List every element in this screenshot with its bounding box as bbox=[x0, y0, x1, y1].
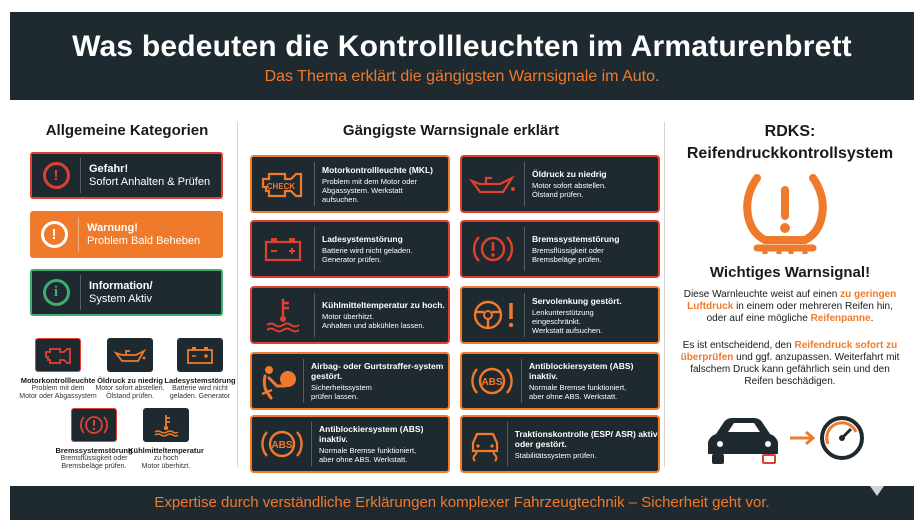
category-text: Sofort Anhalten & Prüfen bbox=[89, 175, 211, 188]
mini-line: Bremsbeläge prüfen. bbox=[61, 463, 127, 470]
arrow-right-icon bbox=[790, 432, 813, 444]
category-title: Information/ bbox=[89, 279, 153, 292]
category-title: Warnung! bbox=[87, 221, 138, 234]
warning-card-text: aber ohne ABS. Werkstatt. bbox=[529, 392, 618, 401]
category-information bbox=[30, 269, 223, 316]
mini-line: Ölstand prüfen. bbox=[106, 393, 154, 400]
left-column-title: Allgemeine Kategorien bbox=[45, 122, 209, 139]
warning-card-text: aber ohne ABS. Werkstatt. bbox=[319, 455, 408, 464]
warning-card-text: Motor überhitzt. bbox=[322, 312, 375, 321]
warning-card bbox=[460, 352, 660, 410]
rdks-title-line: Reifendruckkontrollsystem bbox=[686, 145, 894, 162]
text-segment: in einem oder mehreren Reifen hin, oder auf eine mögliche bbox=[706, 301, 893, 324]
warning-card bbox=[460, 286, 660, 344]
text-segment: Diese Warnleuchte weist auf einen bbox=[683, 289, 838, 300]
oil-can-icon bbox=[462, 157, 524, 211]
mini-item-battery bbox=[152, 338, 248, 401]
warning-card bbox=[250, 415, 450, 473]
footer-banner bbox=[10, 486, 914, 520]
car-icon bbox=[708, 418, 778, 464]
abs-icon bbox=[462, 354, 521, 408]
header-banner bbox=[10, 12, 914, 100]
warning-card-text: aufsuchen. bbox=[322, 194, 359, 204]
text-segment: Es ist entscheidend, den bbox=[682, 340, 792, 351]
warning-card-title: Bremssystemstörung bbox=[532, 234, 620, 244]
warning-card-title: Ladesystemstörung bbox=[322, 234, 403, 244]
warning-card-text: prüfen lassen. bbox=[311, 392, 359, 401]
warning-card-text: Lenkunterstützung bbox=[532, 307, 594, 317]
mini-line: Motor sofort abstellen. bbox=[95, 385, 165, 392]
warning-card-text: eingeschränkt. bbox=[532, 316, 581, 326]
warning-card-title: Antiblockiersystem (ABS) inaktiv. bbox=[319, 424, 424, 444]
exclamation-icon: ! bbox=[41, 221, 68, 248]
warning-card-title: Motorkontrollleuchte (MKL) bbox=[322, 164, 433, 175]
column-divider bbox=[664, 122, 665, 467]
important-warning-title: Wichtiges Warnsignal! bbox=[709, 264, 871, 281]
info-icon: i bbox=[43, 279, 70, 306]
exclamation-icon: ! bbox=[43, 162, 70, 189]
rdks-title bbox=[672, 121, 908, 165]
svg-text:ABS: ABS bbox=[480, 377, 503, 388]
column-divider bbox=[237, 122, 238, 467]
warning-card-title: Antiblockiersystem (ABS) inaktiv. bbox=[529, 361, 634, 381]
coolant-icon bbox=[151, 413, 181, 437]
middle-column-title: Gängigste Warnsignale erklärt bbox=[342, 122, 560, 139]
category-title: Gefahr! bbox=[89, 162, 129, 175]
battery-icon bbox=[252, 222, 314, 276]
highlight-text: zu geringen Luftdruck bbox=[687, 289, 897, 312]
mini-line: Motor oder Abgassystem bbox=[19, 393, 97, 400]
warning-card-text: Normale Bremse funktioniert, bbox=[319, 446, 417, 455]
engine-icon bbox=[42, 344, 74, 366]
mini-title: Öldruck zu niedrig bbox=[97, 376, 163, 385]
warning-card-text: Problem mit dem Motor oder bbox=[322, 176, 418, 186]
abs-icon bbox=[252, 417, 311, 471]
mini-title: Motorkontrollleuchte bbox=[20, 376, 96, 385]
oil-can-icon bbox=[113, 345, 147, 365]
warning-card-text: Bremsflüssigkeit oder bbox=[532, 246, 604, 255]
highlight-text: Reifenpanne bbox=[810, 313, 871, 324]
warning-card-title: Kühlmitteltemperatur zu hoch. bbox=[322, 300, 445, 310]
warning-card bbox=[460, 155, 660, 213]
warning-card bbox=[250, 352, 450, 410]
mini-title: Ladesystemstörung bbox=[164, 376, 236, 385]
warning-card-title: Airbag- oder Gurtstraffer-system gestört. bbox=[311, 361, 444, 381]
traction-icon bbox=[462, 417, 507, 471]
warning-card-title: Servolenkung gestört. bbox=[532, 295, 622, 306]
highlight-text: Reifendruck sofort zu überprüfen bbox=[680, 340, 898, 363]
footer-text: Expertise durch verständliche Erklärungen komplexer Fahrzeugtechnik – Sicherheit geht vor. bbox=[154, 494, 770, 511]
warning-card-text: Bremsbeläge prüfen. bbox=[532, 255, 602, 264]
warning-card-text: Ölstand prüfen. bbox=[532, 190, 584, 199]
mini-line: zu hoch bbox=[153, 455, 179, 462]
rdks-paragraph-2 bbox=[680, 340, 900, 388]
warning-card-text: Motor sofort abstellen. bbox=[532, 181, 607, 190]
page-subtitle: Das Thema erklärt die gängigsten Warnsignale im Auto. bbox=[264, 68, 660, 85]
warning-card bbox=[250, 155, 450, 213]
warning-card-text: Sicherheitssystem bbox=[311, 383, 372, 392]
mini-title: Bremssystemstörung bbox=[55, 446, 133, 455]
mini-line: geladen. Generator bbox=[169, 393, 231, 400]
text-segment: . bbox=[870, 313, 874, 324]
warning-card-text: Normale Bremse funktioniert, bbox=[529, 383, 627, 392]
mini-line: Problem mit dem bbox=[31, 385, 85, 392]
warning-card-text: Anhalten und abkühlen lassen. bbox=[322, 321, 425, 330]
warning-card-title: Traktionskontrolle (ESP/ ASR) aktiv oder gestört. bbox=[514, 428, 658, 449]
rdks-title-line: RDKS: bbox=[764, 123, 816, 140]
mini-title: Kühlmitteltemperatur bbox=[128, 446, 204, 455]
steering-icon bbox=[462, 288, 524, 342]
warning-card bbox=[250, 220, 450, 278]
coolant-icon bbox=[252, 288, 314, 342]
warning-card-text: Batterie wird nicht geladen. bbox=[322, 246, 413, 255]
warning-card-title: Öldruck zu niedrig bbox=[532, 169, 607, 179]
category-text: Problem Bald Beheben bbox=[87, 234, 201, 247]
pressure-gauge-icon bbox=[822, 418, 862, 458]
engine-icon bbox=[252, 157, 314, 211]
warning-card bbox=[250, 286, 450, 344]
category-danger bbox=[30, 152, 223, 199]
warning-card-text: Abgassystem. Werkstatt bbox=[322, 185, 403, 195]
warning-card-text: Werkstatt aufsuchen. bbox=[532, 325, 603, 335]
svg-text:ABS: ABS bbox=[270, 440, 293, 451]
text-segment: und ggf. anzupassen. Weiterfahrt mit falschem Druck kann gefährlich sein und den Reifen beschädigen. bbox=[690, 352, 900, 387]
brake-icon bbox=[78, 413, 110, 437]
tire-pressure-icon bbox=[735, 168, 835, 258]
warning-card bbox=[460, 220, 660, 278]
svg-text:CHECK: CHECK bbox=[266, 182, 296, 191]
warning-card-text: Generator prüfen. bbox=[322, 255, 382, 264]
category-text: System Aktiv bbox=[89, 292, 152, 305]
car-to-gauge-illustration bbox=[700, 410, 870, 468]
mini-line: Motor überhitzt. bbox=[141, 463, 191, 470]
mini-line: Batterie wird nicht bbox=[172, 385, 228, 392]
brake-icon bbox=[462, 222, 524, 276]
category-warning bbox=[30, 211, 223, 258]
warning-card bbox=[460, 415, 660, 473]
airbag-icon bbox=[252, 354, 303, 408]
mini-line: Bremsflüssigkeit oder bbox=[60, 455, 128, 462]
battery-icon bbox=[185, 345, 215, 365]
triangle-marker bbox=[870, 486, 884, 496]
rdks-paragraph-1 bbox=[680, 289, 900, 325]
page-title: Was bedeuten die Kontrollleuchten im Armaturenbrett bbox=[72, 30, 852, 63]
warning-card-text: Stabilitätssystem prüfen. bbox=[514, 450, 597, 460]
mini-item-coolant bbox=[118, 408, 214, 471]
